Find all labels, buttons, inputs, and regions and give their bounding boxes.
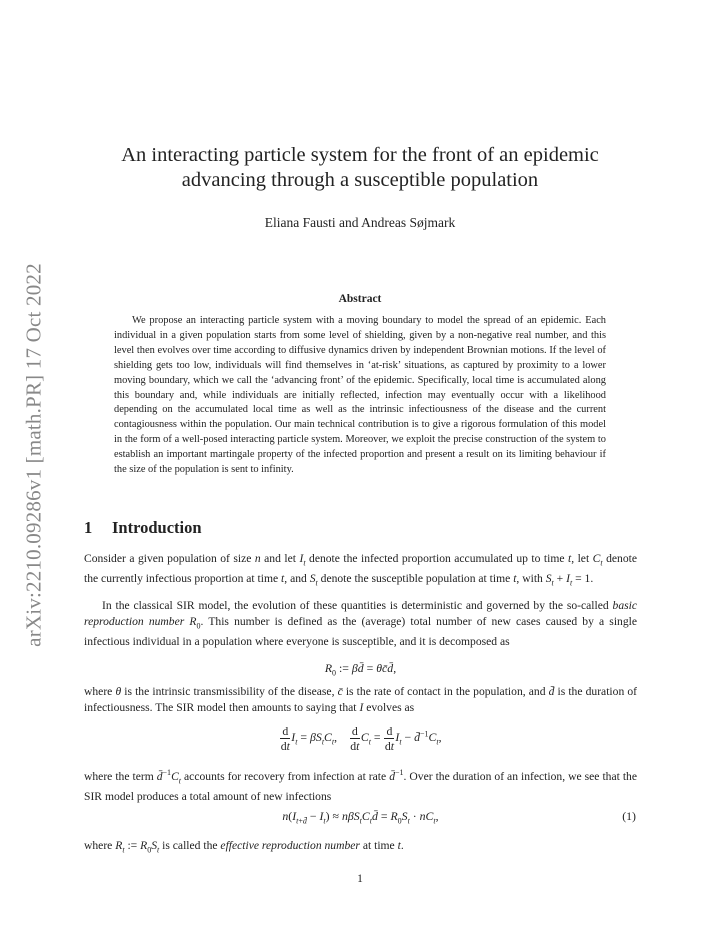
equation-sir-system: $\frac{d}{dt}$ $I_t = \beta S_tC_t$, $\frac{d}{dt}$ $C_t$ = $\frac{d}{dt}$ $I_t$ − $d̄^{-1}C_t$, [280, 724, 442, 753]
section-number: 1 [84, 518, 93, 537]
intro-paragraph-4: where the term $d̄^{-1}C_t$ accounts for recovery from infection at rate d̄$^{-1}$. Over the duration of an infection, we see that the SIR model produces a total amount of new infections [84, 768, 637, 803]
intro-paragraph-2: In the classical SIR model, the evolution of these quantities is deterministic and governed by the so-called basic reproduction number $R_0$. This number is defined as the (average) total number of new cases caused by a single infectious individual in a population where everyone is susceptible, and it is decomposed as [84, 599, 638, 648]
intro-paragraph-5: where $R_t$ := $R_0S_t$ is called the effective reproduction number at time t. [84, 839, 404, 855]
intro-paragraph-3: where θ is the intrinsic transmissibility of the disease, c̄ is the rate of contact in the population, and d̄ is the duration of infectiousness. The SIR model then amounts to saying that I evolves as [84, 685, 637, 714]
equation-number: (1) [622, 809, 636, 823]
intro-paragraph-1: Consider a given population of size n and let $I_t$ denote the infected proportion accumulated up to time t, let $C_t$ denote the currently infectious proportion at time t, and $S_t$ denote the susceptible population at time t, with $S_t + I_t = 1$. [84, 552, 637, 588]
section-title: Introduction [112, 518, 202, 537]
title-line-1: An interacting particle system for the front of an epidemic [121, 144, 599, 166]
paper-title [60, 143, 660, 193]
equation-new-infections: $n(I_{t+d̄} - I_t)$ ≈ $n\beta S_tC_td̄ = R_0S_t \cdot nC_t$, [282, 809, 439, 826]
abstract-body: We propose an interacting particle system with a moving boundary to model the spread of an epidemic. Each individual in a given population starts from some level of shielding, given by a non-negative real number, and this level then evolves over time according to diffusive dynamics driven by independent Brownian motions. If the level of shielding gets too low, individuals will find themselves in ‘at-risk’ situations, as captured by proximity to a lower moving boundary, which we call the ‘advancing front’ of the epidemic. Specifically, local time is accumulated along this boundary and, while individuals are initially reflected, infection may eventually occur with a likelihood depending on the accumulated local time as well as the intrinsic infectiousness of the disease and the current contagiousness within the population. Our main technical contribution is to give a rigorous formulation of this model in the form of a well-posed interacting particle system. Moreover, we exploit the precise construction of the system to establish an important martingale property of the infected proportion and present a result on its limiting behaviour if the size of the population is sent to infinity. [114, 315, 606, 476]
abstract-heading: Abstract [338, 293, 382, 305]
author-list: Eliana Fausti and Andreas Søjmark [264, 215, 456, 230]
equation-r0: $R_0$ := βd̄ = θc̄d̄, [324, 661, 397, 678]
title-line-2: advancing through a susceptible population [181, 169, 539, 191]
arxiv-identifier: arXiv:2210.09286v1 [math.PR] 17 Oct 2022 [21, 263, 46, 647]
page-number: 1 [357, 873, 363, 885]
section-heading [84, 518, 202, 538]
arxiv-sidebar [14, 236, 54, 674]
